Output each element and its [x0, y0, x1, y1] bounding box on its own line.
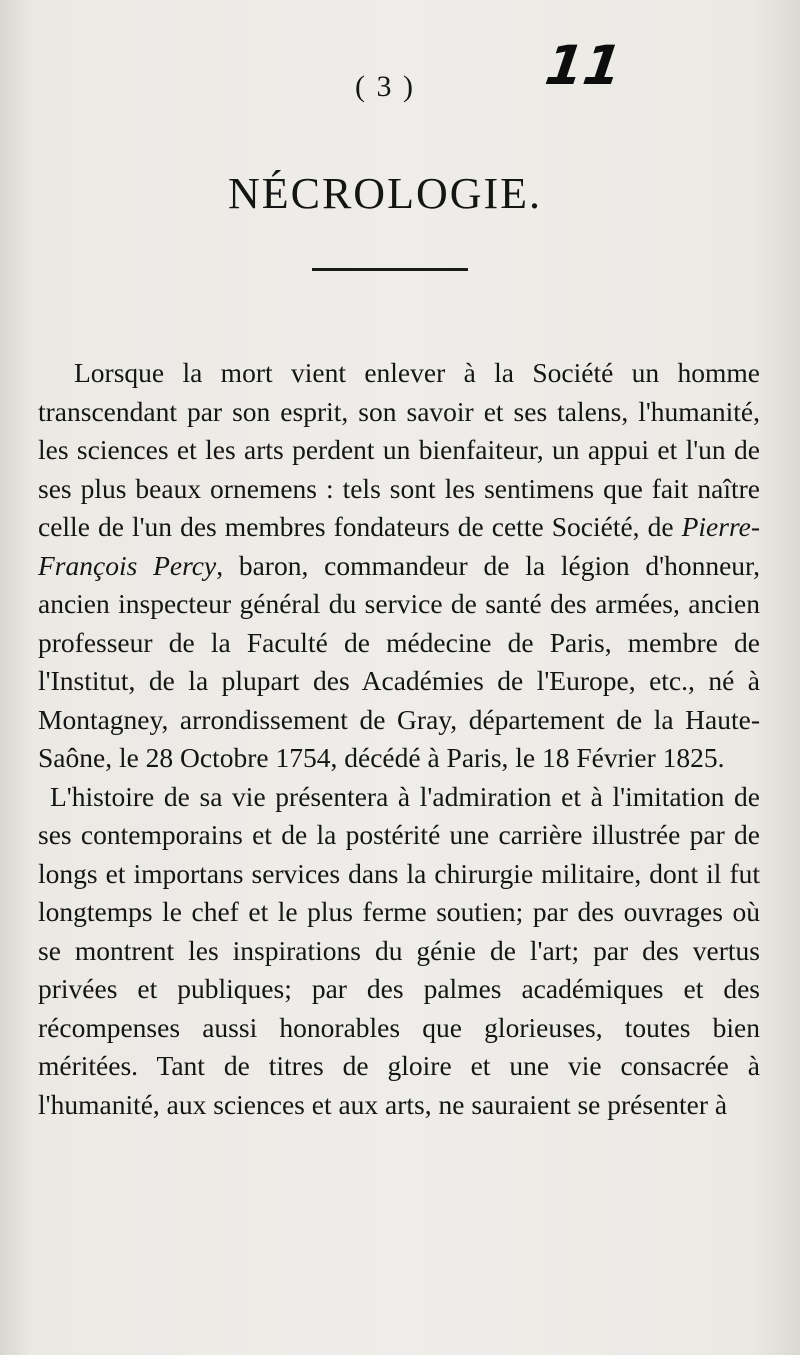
article-body — [38, 354, 760, 1124]
page-number: ( 3 ) — [355, 70, 415, 103]
paragraph-1-remainder: , baron, commandeur de la légion d'honneur, ancien inspecteur général du service de santé des armées, ancien professeur de la Faculté de médecine de Paris, membre de l'Institut, de la plupart des Académies de l'Europe, etc., né à Montagney, arrondissement de Gray, département de la Haute-Saône, le 28 Octobre 1754, décédé à Paris, le 18 Février 1825. — [38, 549, 760, 773]
paragraph-2: L'histoire de sa vie présentera à l'admiration et à l'imitation de ses contemporains et de la postérité une carrière illustrée par de longs et importans services dans la chirurgie militaire, dont il fut longtemps le chef et le plus ferme soutien; par des ouvrages où se montrent les inspirations du génie de l'art; par des vertus privées et publiques; par des palmes académiques et des récompenses aussi honorables que glorieuses, toutes bien méritées. Tant de titres de gloire et une vie consacrée à l'humanité, aux sciences et aux arts, ne sauraient se présenter à — [38, 780, 760, 1120]
person-name: Pierre-François Percy — [38, 511, 760, 581]
handwritten-folio-mark: 11 — [541, 34, 626, 97]
show-through-background — [30, 95, 770, 355]
paragraph-1-opening: Lorsque la mort vient enlever à la Société un homme transcendant par son esprit, son savoir et ses talens, l'humanité, les sciences et les arts perdent un bienfaiteur, un appui et l'un de ses plus beaux ornemens : tels sont les sentimens que fait naître celle de l'un des membres fondateurs de cette Société, de — [38, 357, 760, 542]
heading-divider — [312, 268, 468, 271]
section-heading: NÉCROLOGIE. — [227, 169, 543, 218]
paragraph-1 — [38, 354, 760, 778]
